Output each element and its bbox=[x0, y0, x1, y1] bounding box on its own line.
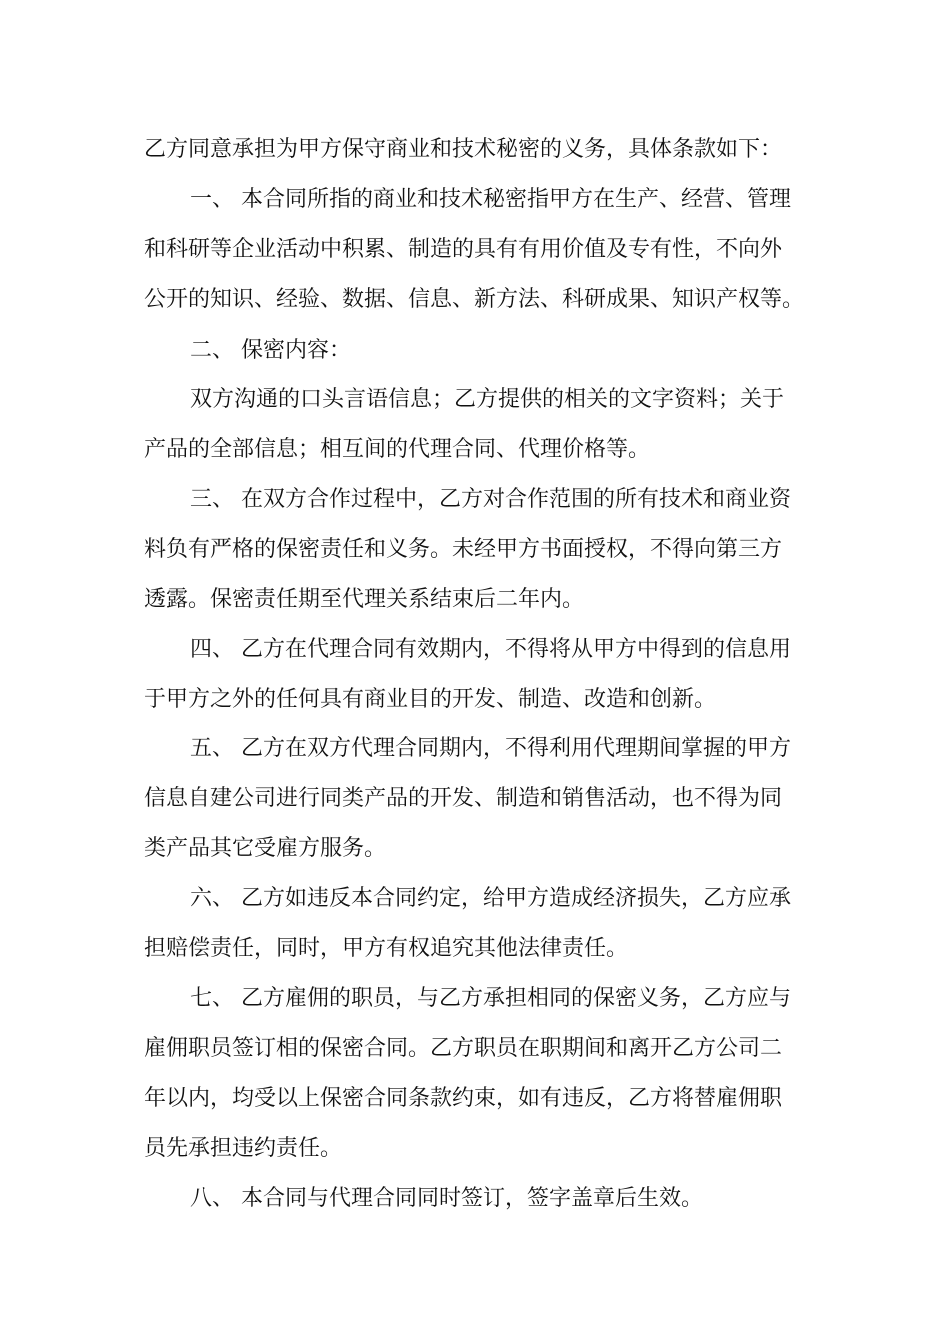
clause-3-line-3: 透露。保密责任期至代理关系结束后二年内。 bbox=[144, 587, 585, 612]
clause-8-line-1: 八、 本合同与代理合同同时签订，签字盖章后生效。 bbox=[190, 1186, 703, 1211]
clause-7-line-3: 年以内，均受以上保密合同条款约束，如有违反，乙方将替雇佣职 bbox=[144, 1086, 783, 1111]
clause-5-line-2: 信息自建公司进行同类产品的开发、制造和销售活动，也不得为同 bbox=[144, 786, 783, 811]
intro-line: 乙方同意承担为甲方保守商业和技术秘密的义务，具体条款如下： bbox=[144, 137, 783, 162]
clause-6-line-1: 六、 乙方如违反本合同约定，给甲方造成经济损失，乙方应承 bbox=[190, 886, 791, 911]
clause-3-line-1: 三、 在双方合作过程中，乙方对合作范围的所有技术和商业资 bbox=[190, 487, 791, 512]
clause-2-heading: 二、 保密内容： bbox=[190, 338, 351, 363]
clause-2-content-line-2: 产品的全部信息；相互间的代理合同、代理价格等。 bbox=[144, 437, 651, 462]
clause-6-line-2: 担赔偿责任，同时，甲方有权追究其他法律责任。 bbox=[144, 936, 629, 961]
clause-1-line-3: 公开的知识、经验、数据、信息、新方法、科研成果、知识产权等。 bbox=[144, 287, 805, 312]
clause-7-line-2: 雇佣职员签订相的保密合同。乙方职员在职期间和离开乙方公司二 bbox=[144, 1036, 783, 1061]
clause-1-line-2: 和科研等企业活动中积累、制造的具有有用价值及专有性，不向外 bbox=[144, 237, 783, 262]
clause-5-line-1: 五、 乙方在双方代理合同期内，不得利用代理期间掌握的甲方 bbox=[190, 736, 791, 761]
clause-4-line-2: 于甲方之外的任何具有商业目的开发、制造、改造和创新。 bbox=[144, 687, 717, 712]
clause-3-line-2: 料负有严格的保密责任和义务。未经甲方书面授权，不得向第三方 bbox=[144, 537, 783, 562]
clause-1-line-1: 一、 本合同所指的商业和技术秘密指甲方在生产、经营、管理 bbox=[190, 187, 791, 212]
clause-7-line-1: 七、 乙方雇佣的职员，与乙方承担相同的保密义务，乙方应与 bbox=[190, 986, 791, 1011]
clause-4-line-1: 四、 乙方在代理合同有效期内，不得将从甲方中得到的信息用 bbox=[190, 637, 791, 662]
clause-7-line-4: 员先承担违约责任。 bbox=[144, 1136, 343, 1161]
clause-2-content-line-1: 双方沟通的口头言语信息；乙方提供的相关的文字资料；关于 bbox=[190, 387, 785, 412]
clause-5-line-3: 类产品其它受雇方服务。 bbox=[144, 836, 387, 861]
